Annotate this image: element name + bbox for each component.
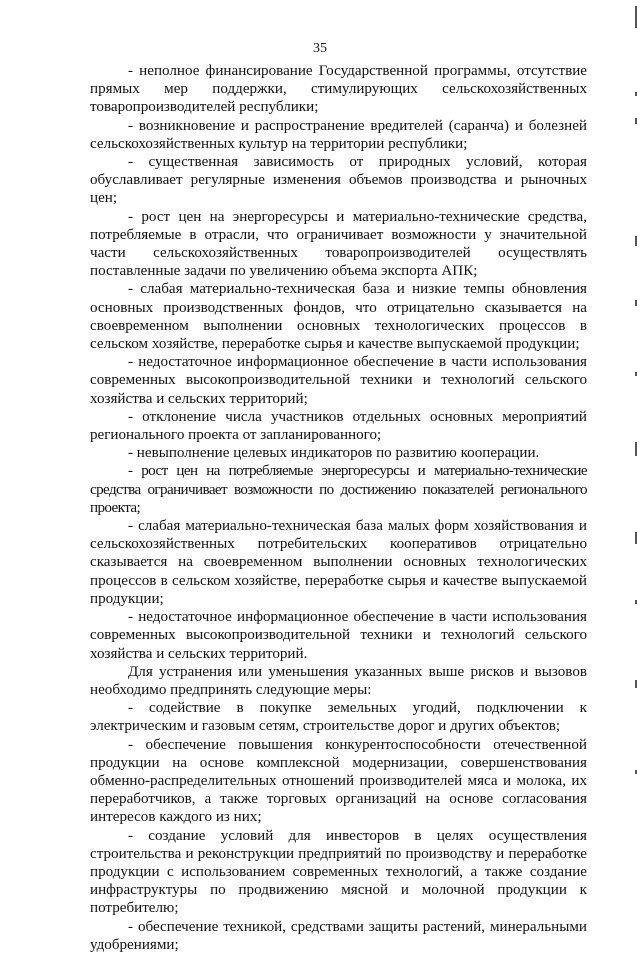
document-body [90,62,587,954]
paragraph: - невыполнение целевых индикаторов по развитию кооперации. [128,445,540,462]
page-number: 35 [313,41,327,56]
paragraph: - недостаточное информационное обеспечение в части использования современных высокопроизводительной техники и технологий сельского хозяйства и сельских территорий; [90,354,587,407]
paragraph: - слабая материально-техническая база малых форм хозяйствования и сельскохозяйственных потребительских кооперативов отрицательно сказывается на своевременном выполнении основных технологических процессов в сельском хозяйстве, переработке сырья и качестве выпускаемой продукции; [90,518,587,607]
paragraph: - рост цен на потребляемые энергоресурсы и материально-технические средства ограничивает возможности по достижению показателей регионального проекта; [90,463,587,516]
paragraph: - содействие в покупке земельных угодий, подключении к электрическим и газовым сетям, строительстве дорог и других объектов; [90,700,587,735]
paragraph: - отклонение числа участников отдельных основных мероприятий регионального проекта от запланированного; [90,408,587,444]
paragraph: - обеспечение повышения конкурентоспособности отечественной продукции на основе комплексной модернизации, совершенствования обменно-распределительных отношений производителей мяса и молока, их переработчиков, а также торговых организаций на основе согласования интересов каждого из них; [90,736,587,826]
paragraph: - недостаточное информационное обеспечение в части использования современных высокопроизводительной техники и технологий сельского хозяйства и сельских территорий. [90,609,587,662]
paragraph: - рост цен на энергоресурсы и материально-технические средства, потребляемые в отрасли, что ограничивает возможности у значительной части сельскохозяйственных товаропроизводителей осуществлять поставленные задачи по увеличению объема экспорта АПК; [90,208,587,280]
paragraph: - обеспечение техникой, средствами защиты растений, минеральными удобрениями; [90,918,587,953]
paragraph: Для устранения или уменьшения указанных выше рисков и вызовов необходимо предпринять следующие меры: [90,663,587,698]
paragraph: - возникновение и распространение вредителей (саранча) и болезней сельскохозяйственных культур на территории республики; [90,117,587,152]
paragraph: - неполное финансирование Государственной программы, отсутствие прямых мер поддержки, стимулирующих сельскохозяйственных товаропроизводителей республики; [90,63,587,116]
paragraph: - слабая материально-техническая база и низкие темпы обновления основных производственных фондов, что отрицательно сказывается на своевременном выполнении основных технологических процессов в сельском хозяйстве, переработке сырья и качестве выпускаемой продукции; [90,281,587,353]
scan-edge-marks [628,0,640,905]
paragraph: - создание условий для инвесторов в целях осуществления строительства и реконструкции предприятий по производству и переработке продукции с использованием современных технологий, а также создание инфраструктуры по продвижению мясной и молочной продукции к потребителю; [90,827,587,917]
paragraph: - существенная зависимость от природных условий, которая обуславливает регулярные изменения объемов производства и рыночных цен; [90,154,587,207]
